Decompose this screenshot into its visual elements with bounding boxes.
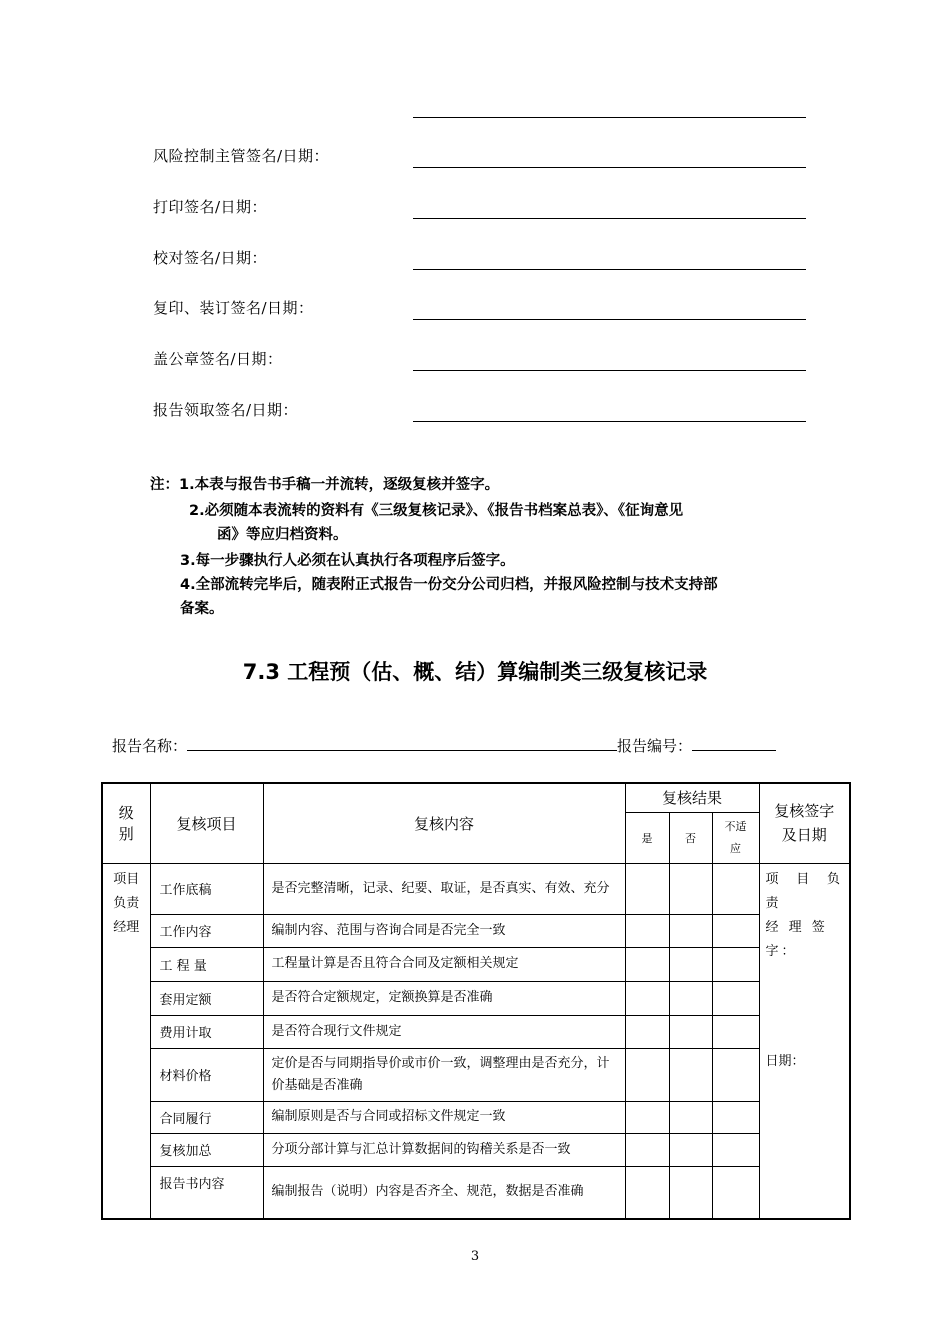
item-cell: 报告书内容 <box>150 1166 263 1219</box>
report-meta <box>112 735 776 756</box>
table-row <box>102 863 850 914</box>
sign-header: 复核签字 及日期 <box>759 783 850 863</box>
no-header: 否 <box>669 812 712 863</box>
sign-label: 项 目 负 责 经 理 签 字： <box>765 871 844 959</box>
table-row <box>102 1101 850 1133</box>
item-cell: 合同履行 <box>150 1101 263 1133</box>
signature-line[interactable] <box>413 319 806 320</box>
level-header: 级 别 <box>102 783 150 863</box>
na-cell[interactable] <box>712 863 759 914</box>
content-cell: 工程量计算是否且符合合同及定额相关规定 <box>263 947 625 981</box>
yes-cell[interactable] <box>625 1101 669 1133</box>
signature-line[interactable] <box>413 167 806 168</box>
yes-cell[interactable] <box>625 1133 669 1166</box>
table-header-row <box>102 783 850 812</box>
signature-label: 报告领取签名/日期： <box>153 401 299 419</box>
table-row <box>102 981 850 1015</box>
item-cell: 材料价格 <box>150 1048 263 1101</box>
content-cell: 定价是否与同期指导价或市价一致，调整理由是否充分，计价基础是否准确 <box>263 1048 625 1101</box>
note-4: 4.全部流转完毕后，随表附正式报告一份交分公司归档，并报风险控制与技术支持部 <box>180 577 718 593</box>
signature-line[interactable] <box>413 117 806 118</box>
na-cell[interactable] <box>712 1166 759 1219</box>
page-number: 3 <box>470 1249 480 1264</box>
signature-line[interactable] <box>413 269 806 270</box>
item-cell: 工 程 量 <box>150 947 263 981</box>
table-row <box>102 1166 850 1219</box>
no-cell[interactable] <box>669 1048 712 1101</box>
table-row <box>102 1015 850 1048</box>
report-name-label: 报告名称： <box>112 737 188 755</box>
no-cell[interactable] <box>669 863 712 914</box>
table-row <box>102 1048 850 1101</box>
signature-row <box>0 179 950 219</box>
content-cell: 是否符合定额规定，定额换算是否准确 <box>263 981 625 1015</box>
report-number-field[interactable] <box>692 736 776 751</box>
content-header: 复核内容 <box>263 783 625 863</box>
report-number-label: 报告编号： <box>617 737 693 755</box>
table-row <box>102 1133 850 1166</box>
item-cell: 工作底稿 <box>150 863 263 914</box>
na-cell[interactable] <box>712 1133 759 1166</box>
signature-label: 打印签名/日期： <box>153 198 268 216</box>
signature-label: 校对签名/日期： <box>153 249 268 267</box>
note-3: 3.每一步骤执行人必须在认真执行各项程序后签字。 <box>180 553 515 569</box>
yes-cell[interactable] <box>625 914 669 947</box>
no-cell[interactable] <box>669 1101 712 1133</box>
note-2-continued: 函》等应归档资料。 <box>217 527 348 543</box>
yes-cell[interactable] <box>625 1166 669 1219</box>
review-table <box>101 782 851 1220</box>
content-cell: 是否完整清晰，记录、纪要、取证，是否真实、有效、充分 <box>263 863 625 914</box>
na-cell[interactable] <box>712 1101 759 1133</box>
signature-line[interactable] <box>413 370 806 371</box>
content-cell: 分项分部计算与汇总计算数据间的钩稽关系是否一致 <box>263 1133 625 1166</box>
yes-header: 是 <box>625 812 669 863</box>
table-row <box>102 947 850 981</box>
no-cell[interactable] <box>669 1133 712 1166</box>
item-cell: 套用定额 <box>150 981 263 1015</box>
signature-row <box>0 382 950 422</box>
item-cell: 工作内容 <box>150 914 263 947</box>
note-2: 2.必须随本表流转的资料有《三级复核记录》、《报告书档案总表》、《征询意见 <box>189 503 684 519</box>
signature-row <box>0 230 950 270</box>
no-cell[interactable] <box>669 914 712 947</box>
signature-label: 复印、装订签名/日期： <box>153 299 314 317</box>
signature-line[interactable] <box>413 218 806 219</box>
signature-label: 盖公章签名/日期： <box>153 350 283 368</box>
signature-row <box>0 280 950 320</box>
item-cell: 复核加总 <box>150 1133 263 1166</box>
no-cell[interactable] <box>669 981 712 1015</box>
content-cell: 编制报告（说明）内容是否齐全、规范，数据是否准确 <box>263 1166 625 1219</box>
signature-row <box>0 78 950 118</box>
item-cell: 费用计取 <box>150 1015 263 1048</box>
content-cell: 编制原则是否与合同或招标文件规定一致 <box>263 1101 625 1133</box>
signature-label: 风险控制主管签名/日期： <box>153 147 330 165</box>
signature-row <box>0 331 950 371</box>
content-cell: 编制内容、范围与咨询合同是否完全一致 <box>263 914 625 947</box>
yes-cell[interactable] <box>625 863 669 914</box>
na-cell[interactable] <box>712 981 759 1015</box>
na-header: 不适 应 <box>712 812 759 863</box>
signature-row <box>0 128 950 168</box>
signature-line[interactable] <box>413 421 806 422</box>
no-cell[interactable] <box>669 947 712 981</box>
section-title: 7.3 工程预（估、概、结）算编制类三级复核记录 <box>242 660 708 684</box>
na-cell[interactable] <box>712 1015 759 1048</box>
note-4-continued: 备案。 <box>180 601 224 617</box>
yes-cell[interactable] <box>625 981 669 1015</box>
no-cell[interactable] <box>669 1166 712 1219</box>
level-cell: 项目 负责 经理 <box>102 863 150 1219</box>
yes-cell[interactable] <box>625 947 669 981</box>
sign-cell[interactable] <box>759 863 850 1219</box>
report-name-field[interactable] <box>187 736 617 751</box>
result-header: 复核结果 <box>625 783 759 812</box>
yes-cell[interactable] <box>625 1015 669 1048</box>
note-1: 注：1.本表与报告书手稿一并流转，逐级复核并签字。 <box>150 477 500 493</box>
date-label: 日期： <box>765 1053 805 1069</box>
na-cell[interactable] <box>712 914 759 947</box>
no-cell[interactable] <box>669 1015 712 1048</box>
table-row <box>102 914 850 947</box>
yes-cell[interactable] <box>625 1048 669 1101</box>
na-cell[interactable] <box>712 947 759 981</box>
item-header: 复核项目 <box>150 783 263 863</box>
content-cell: 是否符合现行文件规定 <box>263 1015 625 1048</box>
na-cell[interactable] <box>712 1048 759 1101</box>
